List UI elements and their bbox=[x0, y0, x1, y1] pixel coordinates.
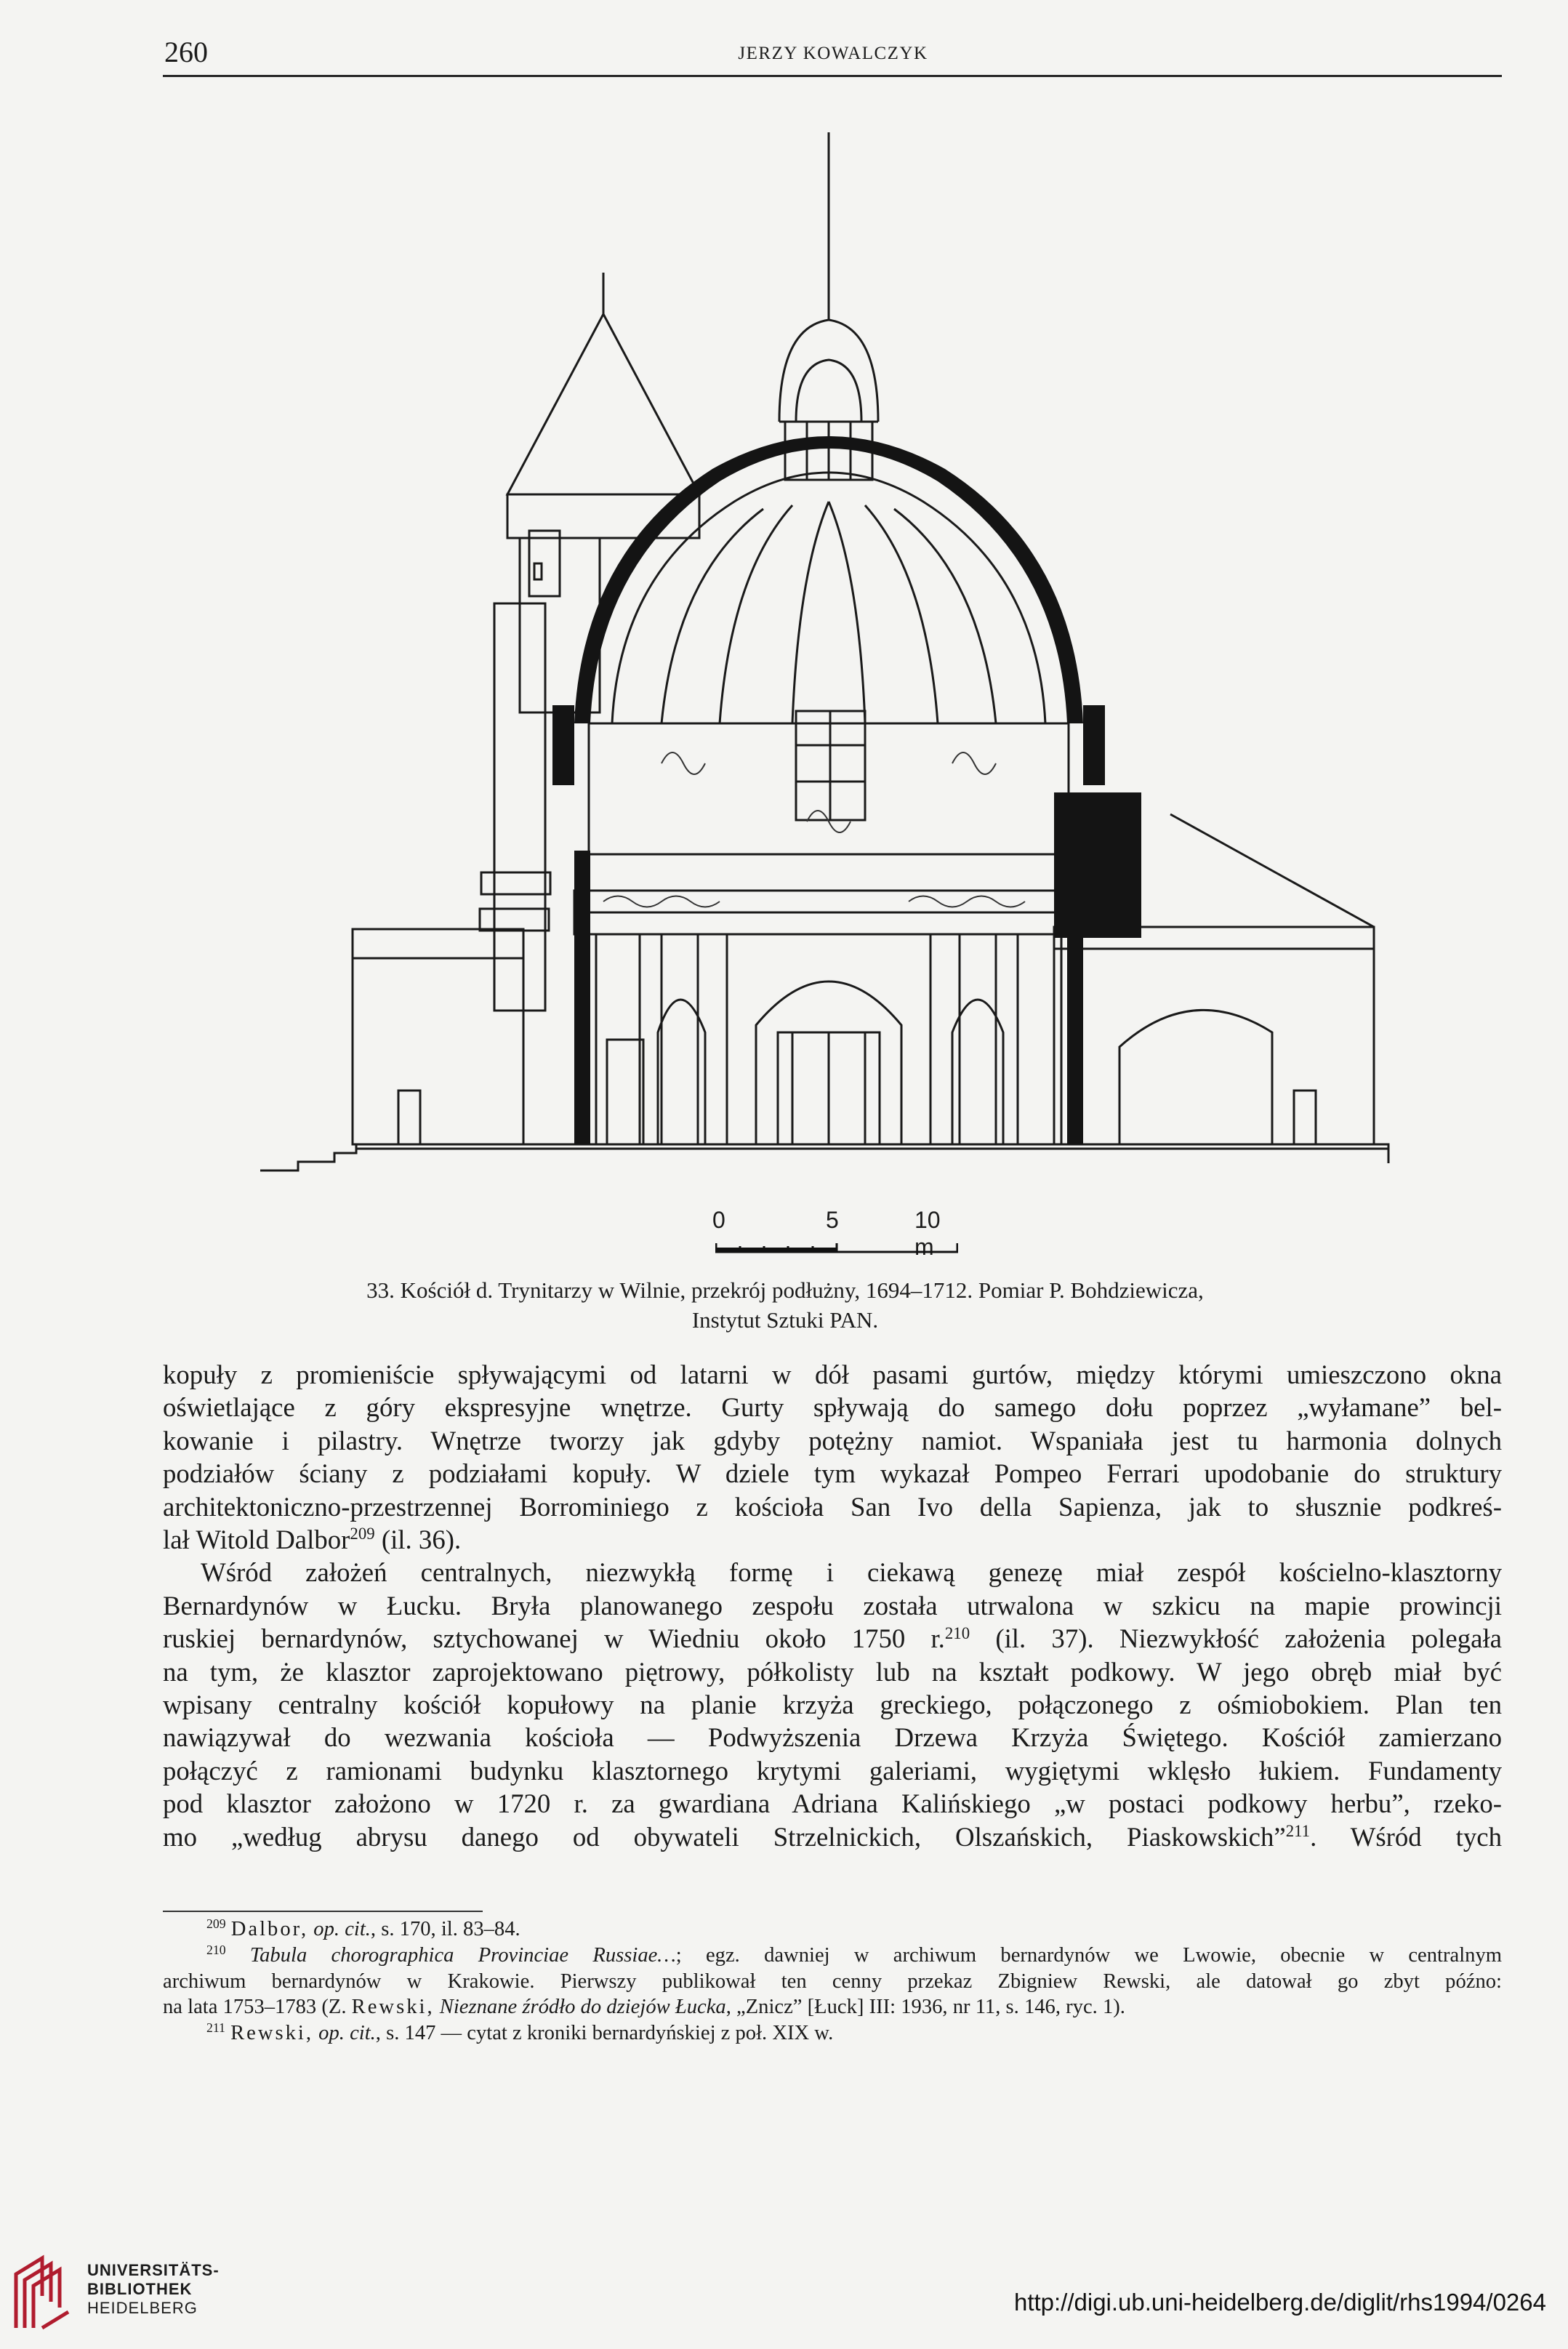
text-line bbox=[163, 2020, 1502, 2047]
text-line: nawiązywał do wezwania kościoła — Podwyższenia Drzewa Krzyża Świętego. Kościół zamierzano bbox=[163, 1722, 1502, 1753]
library-name bbox=[87, 2261, 220, 2318]
footnote-ref-210[interactable]: 210 bbox=[944, 1623, 970, 1642]
text-line: na tym, że klasztor zaprojektowano piętrowy, półkolisty lub na kształt podkowy. W jego obręb miał być bbox=[163, 1656, 1502, 1687]
text-line: kowanie i pilastry. Wnętrze tworzy jak gdyby potężny namiot. Wspaniała jest tu harmonia dolnych bbox=[163, 1425, 1502, 1455]
paragraph-1 bbox=[163, 1358, 1502, 1556]
library-logo-icon[interactable] bbox=[10, 2252, 73, 2331]
text-line: wpisany centralny kościół kopułowy na planie krzyża greckiego, połączonego z ośmiobokiem. Plan ten bbox=[163, 1690, 1502, 1720]
text-line: oświetlające z góry ekspresyjne wnętrze. Gurty spływają do samego dołu poprzez „wyłamane” bel- bbox=[163, 1392, 1502, 1423]
scale-zero: 0 bbox=[712, 1207, 725, 1233]
section-drawing-svg bbox=[254, 124, 1403, 1200]
text-line: podziałów ściany z podziałami kopuły. W dziele tym wykazał Pompeo Ferrari upodobanie do struktury bbox=[163, 1458, 1502, 1489]
header-rule bbox=[163, 75, 1502, 77]
text-line: Bernardynów w Łucku. Bryła planowanego zespołu została utrwalona w szkicu na mapie prowincji bbox=[163, 1590, 1502, 1621]
text-line bbox=[163, 1820, 1502, 1853]
text-fragment: mo „według abrysu danego od obywateli Strzelnickich, Olszańskich, Piaskowskich” bbox=[163, 1821, 1286, 1852]
library-name-line: HEIDELBERG bbox=[87, 2299, 198, 2317]
text-fragment: , s. 147 — cytat z kroniki bernardyńskiej z poł. XIX w. bbox=[375, 2022, 834, 2045]
text-line: pod klasztor założono w 1720 r. za gwardiana Adriana Kalińskiego „w postaci podkowy herbu”, rzeko- bbox=[163, 1788, 1502, 1819]
text-line: Wśród założeń centralnych, niezwykłą formę i ciekawą genezę miał zespół kościelno-klasztorny bbox=[201, 1557, 1502, 1588]
footnote-ref-211[interactable]: 211 bbox=[1285, 1822, 1311, 1841]
footnote-210 bbox=[163, 1943, 1502, 2020]
figure-caption bbox=[218, 1275, 1352, 1335]
footnote-cite: op. cit. bbox=[313, 1918, 371, 1940]
text-fragment: (il. 36). bbox=[374, 1525, 462, 1555]
text-fragment: , „Znicz” [Łuck] III: 1936, nr 11, s. 146, ryc. 1). bbox=[725, 1996, 1125, 2019]
church-section-drawing bbox=[254, 124, 1403, 1200]
footnote-number: 210 bbox=[206, 1943, 226, 1958]
footnotes bbox=[163, 1916, 1502, 2047]
text-fragment: . Wśród tych bbox=[1310, 1821, 1503, 1852]
scale-bar bbox=[704, 1207, 965, 1258]
footnote-author: Dalbor, bbox=[230, 1918, 309, 1940]
text-line: architektoniczno-przestrzennej Borrominiego z kościoła San Ivo della Sapienza, jak to słusznie podkreś- bbox=[163, 1491, 1502, 1522]
caption-line-1: 33. Kościół d. Trynitarzy w Wilnie, przekrój podłużny, 1694–1712. Pomiar P. Bohdziewicza, bbox=[366, 1277, 1204, 1303]
body-text bbox=[163, 1358, 1502, 1853]
caption-line-2: Instytut Sztuki PAN. bbox=[691, 1307, 879, 1333]
text-line: archiwum bernardynów w Krakowie. Pierwszy publikował ten cenny przekaz Zbigniew Rewski, ale datował go zbyt późno: bbox=[163, 1969, 1502, 1993]
library-footer bbox=[0, 2239, 1568, 2349]
text-line bbox=[163, 1943, 1502, 1969]
library-name-line: BIBLIOTHEK bbox=[87, 2280, 193, 2298]
text-line: kopuły z promieniście spływającymi od latarni w dół pasami gurtów, między którymi umieszczono okna bbox=[163, 1360, 1502, 1389]
text-fragment: , s. 170, il. 83–84. bbox=[370, 1918, 520, 1940]
footnote-title: Tabula chorographica Provinciae Russiae… bbox=[249, 1943, 676, 1967]
footnote-209 bbox=[163, 1916, 1502, 1943]
permalink-url[interactable]: http://digi.ub.uni-heidelberg.de/diglit/rhs1994/0264 bbox=[1013, 2289, 1546, 2316]
footnote-rule bbox=[163, 1911, 483, 1912]
scale-mid: 5 bbox=[826, 1207, 839, 1233]
running-title: JERZY KOWALCZYK bbox=[738, 44, 928, 63]
footnote-ref-209[interactable]: 209 bbox=[350, 1525, 375, 1543]
library-name-line: UNIVERSITÄTS- bbox=[87, 2261, 220, 2279]
scale-end: 10 m bbox=[914, 1207, 941, 1260]
footnote-author: Rewski, bbox=[230, 2022, 314, 2045]
footnote-title: Nieznane źródło do dziejów Łucka bbox=[439, 1996, 726, 2019]
running-header bbox=[164, 32, 1502, 73]
text-line: połączyć z ramionami budynku klasztornego krytymi galeriami, wygiętymi wklęsło łukiem. Fundamenty bbox=[163, 1755, 1502, 1786]
text-line bbox=[163, 1523, 1502, 1556]
text-fragment: lał Witold Dalbor bbox=[163, 1525, 350, 1555]
footnote-author: Rewski, bbox=[351, 1996, 435, 2019]
text-fragment: na lata 1753–1783 (Z. bbox=[163, 1996, 352, 2019]
page-number: 260 bbox=[164, 36, 208, 68]
footnote-number: 211 bbox=[206, 2020, 225, 2036]
text-fragment: (il. 37). Niezwykłość założenia polegała bbox=[970, 1623, 1502, 1654]
footnote-number: 209 bbox=[206, 1916, 226, 1932]
text-fragment: ; egz. dawniej w archiwum bernardynów we Lwowie, obecnie w centralnym bbox=[675, 1943, 1502, 1967]
text-line bbox=[163, 1916, 1502, 1943]
scale-bar-graphic bbox=[715, 1243, 958, 1253]
footnote-cite: op. cit. bbox=[318, 2022, 376, 2045]
text-line bbox=[163, 1994, 1502, 2020]
text-fragment: ruskiej bernardynów, sztychowanej w Wiedniu około 1750 r. bbox=[163, 1623, 945, 1654]
paragraph-2 bbox=[163, 1556, 1502, 1853]
footnote-211 bbox=[163, 2020, 1502, 2047]
text-line bbox=[163, 1622, 1502, 1655]
